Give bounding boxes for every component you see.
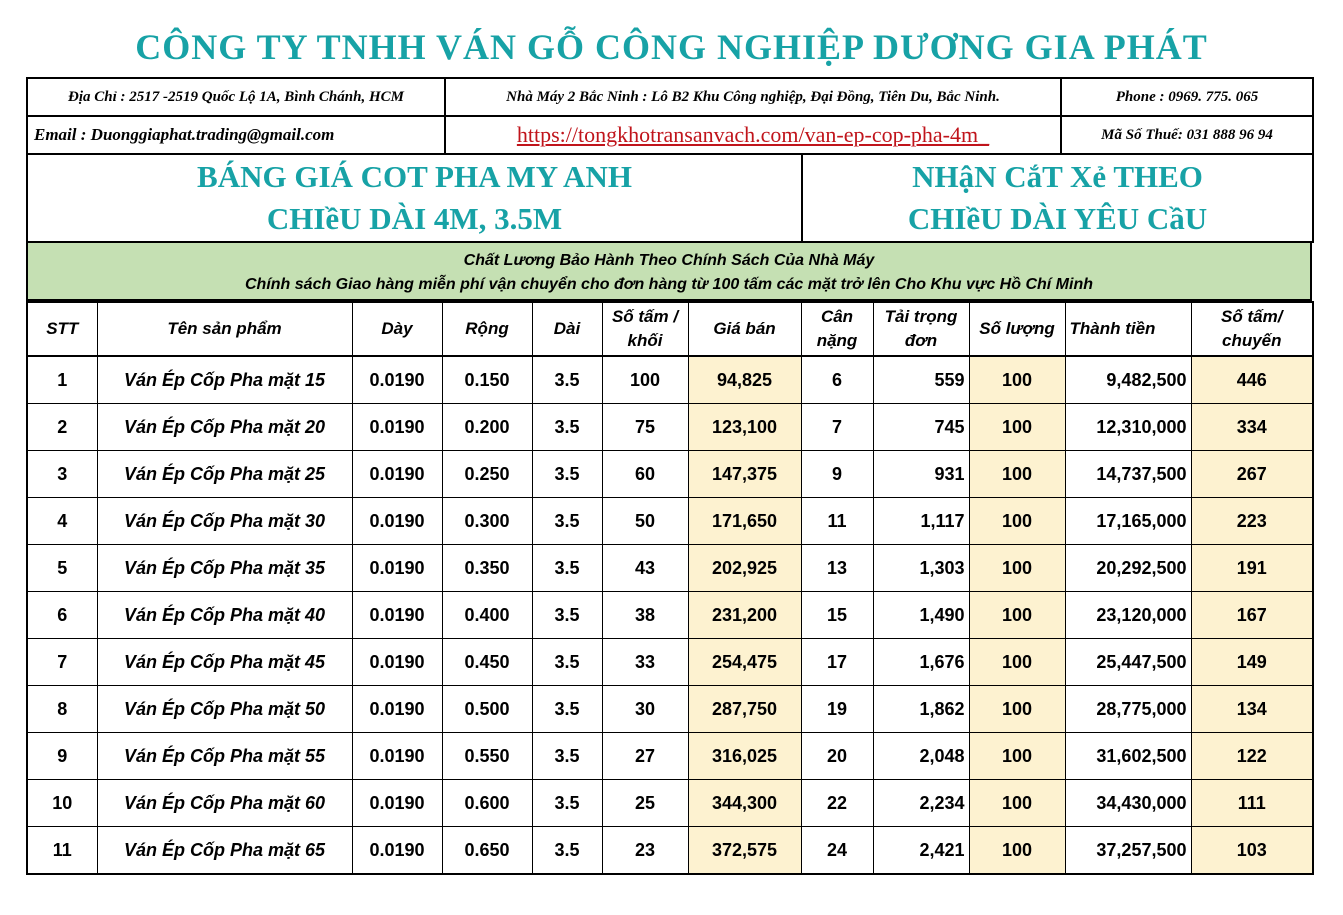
total-cell: 25,447,500 xyxy=(1065,639,1191,686)
email-cell: Email : Duonggiaphat.trading@gmail.com xyxy=(27,116,445,154)
width-cell: 0.650 xyxy=(442,827,532,875)
sheets-per-block-cell: 23 xyxy=(602,827,688,875)
header-sheets-per-block: Số tấm / khối xyxy=(602,302,688,356)
unit-load-cell: 1,490 xyxy=(873,592,969,639)
thickness-cell: 0.0190 xyxy=(352,827,442,875)
price-cell: 254,475 xyxy=(688,639,801,686)
length-cell: 3.5 xyxy=(532,639,602,686)
sheets-per-trip-cell: 167 xyxy=(1191,592,1313,639)
width-cell: 0.600 xyxy=(442,780,532,827)
banner-left xyxy=(27,155,802,242)
product-name-cell: Ván Ép Cốp Pha mặt 65 xyxy=(97,827,352,875)
price-cell: 123,100 xyxy=(688,404,801,451)
total-cell: 28,775,000 xyxy=(1065,686,1191,733)
product-name-cell: Ván Ép Cốp Pha mặt 50 xyxy=(97,686,352,733)
header-product-name: Tên sản phẩm xyxy=(97,302,352,356)
weight-cell: 15 xyxy=(801,592,873,639)
product-name-cell: Ván Ép Cốp Pha mặt 30 xyxy=(97,498,352,545)
banner-table xyxy=(26,155,1314,243)
header-thickness: Dày xyxy=(352,302,442,356)
table-row xyxy=(27,733,1313,780)
header-price: Giá bán xyxy=(688,302,801,356)
product-name-cell: Ván Ép Cốp Pha mặt 25 xyxy=(97,451,352,498)
header-length: Dài xyxy=(532,302,602,356)
length-cell: 3.5 xyxy=(532,827,602,875)
sheets-per-block-cell: 30 xyxy=(602,686,688,733)
sheets-per-trip-cell: 122 xyxy=(1191,733,1313,780)
width-cell: 0.200 xyxy=(442,404,532,451)
tax-code-cell: Mã Số Thuế: 031 888 96 94 xyxy=(1061,116,1313,154)
stt-cell: 8 xyxy=(27,686,97,733)
price-cell: 287,750 xyxy=(688,686,801,733)
product-name-cell: Ván Ép Cốp Pha mặt 35 xyxy=(97,545,352,592)
stt-cell: 6 xyxy=(27,592,97,639)
header-width: Rộng xyxy=(442,302,532,356)
price-cell: 231,200 xyxy=(688,592,801,639)
total-cell: 12,310,000 xyxy=(1065,404,1191,451)
header-total: Thành tiền xyxy=(1065,302,1191,356)
product-name-cell: Ván Ép Cốp Pha mặt 15 xyxy=(97,356,352,404)
weight-cell: 19 xyxy=(801,686,873,733)
product-name-cell: Ván Ép Cốp Pha mặt 45 xyxy=(97,639,352,686)
total-cell: 20,292,500 xyxy=(1065,545,1191,592)
quantity-cell: 100 xyxy=(969,827,1065,875)
header-quantity: Số lượng xyxy=(969,302,1065,356)
sheets-per-block-cell: 60 xyxy=(602,451,688,498)
table-row xyxy=(27,356,1313,404)
banner-left-line2: CHIềU DÀI 4M, 3.5M xyxy=(266,201,563,236)
quantity-cell: 100 xyxy=(969,451,1065,498)
address-cell: Địa Chỉ : 2517 -2519 Quốc Lộ 1A, Bình Chánh, HCM xyxy=(27,78,445,116)
weight-cell: 20 xyxy=(801,733,873,780)
product-name-cell: Ván Ép Cốp Pha mặt 60 xyxy=(97,780,352,827)
sheets-per-block-cell: 75 xyxy=(602,404,688,451)
product-name-cell: Ván Ép Cốp Pha mặt 20 xyxy=(97,404,352,451)
total-cell: 34,430,000 xyxy=(1065,780,1191,827)
unit-load-cell: 1,117 xyxy=(873,498,969,545)
stt-cell: 5 xyxy=(27,545,97,592)
total-cell: 17,165,000 xyxy=(1065,498,1191,545)
table-row xyxy=(27,498,1313,545)
weight-cell: 9 xyxy=(801,451,873,498)
weight-cell: 11 xyxy=(801,498,873,545)
stt-cell: 10 xyxy=(27,780,97,827)
product-name-cell: Ván Ép Cốp Pha mặt 55 xyxy=(97,733,352,780)
policy-line2: Chính sách Giao hàng miễn phí vận chuyển cho đơn hàng từ 100 tấm các mặt trở lên Cho Khu vực Hồ Chí Minh xyxy=(245,276,1093,293)
contact-table xyxy=(26,77,1314,155)
quantity-cell: 100 xyxy=(969,733,1065,780)
phone-cell: Phone : 0969. 775. 065 xyxy=(1061,78,1313,116)
width-cell: 0.450 xyxy=(442,639,532,686)
stt-cell: 3 xyxy=(27,451,97,498)
sheets-per-trip-cell: 134 xyxy=(1191,686,1313,733)
thickness-cell: 0.0190 xyxy=(352,733,442,780)
stt-cell: 7 xyxy=(27,639,97,686)
product-name-cell: Ván Ép Cốp Pha mặt 40 xyxy=(97,592,352,639)
sheets-per-block-cell: 43 xyxy=(602,545,688,592)
sheets-per-trip-cell: 446 xyxy=(1191,356,1313,404)
price-cell: 94,825 xyxy=(688,356,801,404)
weight-cell: 6 xyxy=(801,356,873,404)
stt-cell: 4 xyxy=(27,498,97,545)
unit-load-cell: 931 xyxy=(873,451,969,498)
thickness-cell: 0.0190 xyxy=(352,356,442,404)
price-cell: 171,650 xyxy=(688,498,801,545)
table-row xyxy=(27,592,1313,639)
thickness-cell: 0.0190 xyxy=(352,451,442,498)
length-cell: 3.5 xyxy=(532,451,602,498)
unit-load-cell: 2,234 xyxy=(873,780,969,827)
sheets-per-trip-cell: 149 xyxy=(1191,639,1313,686)
price-cell: 344,300 xyxy=(688,780,801,827)
quantity-cell: 100 xyxy=(969,592,1065,639)
banner-right xyxy=(802,155,1313,242)
quantity-cell: 100 xyxy=(969,639,1065,686)
total-cell: 9,482,500 xyxy=(1065,356,1191,404)
table-row xyxy=(27,686,1313,733)
quantity-cell: 100 xyxy=(969,356,1065,404)
quantity-cell: 100 xyxy=(969,780,1065,827)
policy-line1: Chất Lương Bảo Hành Theo Chính Sách Của Nhà Máy xyxy=(463,252,875,269)
table-row xyxy=(27,639,1313,686)
sheets-per-block-cell: 27 xyxy=(602,733,688,780)
total-cell: 37,257,500 xyxy=(1065,827,1191,875)
quantity-cell: 100 xyxy=(969,404,1065,451)
price-cell: 147,375 xyxy=(688,451,801,498)
header-stt: STT xyxy=(27,302,97,356)
width-cell: 0.300 xyxy=(442,498,532,545)
website-link[interactable]: https://tongkhotransanvach.com/van-ep-cop-pha-4m_ xyxy=(516,122,990,147)
table-row xyxy=(27,451,1313,498)
price-cell: 202,925 xyxy=(688,545,801,592)
unit-load-cell: 1,676 xyxy=(873,639,969,686)
unit-load-cell: 559 xyxy=(873,356,969,404)
banner-right-line2: CHIềU DÀI YÊU CầU xyxy=(907,201,1208,236)
thickness-cell: 0.0190 xyxy=(352,545,442,592)
table-row xyxy=(27,827,1313,875)
quantity-cell: 100 xyxy=(969,545,1065,592)
unit-load-cell: 1,303 xyxy=(873,545,969,592)
stt-cell: 1 xyxy=(27,356,97,404)
weight-cell: 24 xyxy=(801,827,873,875)
sheets-per-trip-cell: 223 xyxy=(1191,498,1313,545)
banner-left-line1: BÁNG GIÁ COT PHA MY ANH xyxy=(197,159,632,194)
sheets-per-block-cell: 33 xyxy=(602,639,688,686)
price-cell: 316,025 xyxy=(688,733,801,780)
length-cell: 3.5 xyxy=(532,592,602,639)
total-cell: 31,602,500 xyxy=(1065,733,1191,780)
table-row xyxy=(27,404,1313,451)
thickness-cell: 0.0190 xyxy=(352,686,442,733)
length-cell: 3.5 xyxy=(532,780,602,827)
unit-load-cell: 2,421 xyxy=(873,827,969,875)
width-cell: 0.150 xyxy=(442,356,532,404)
factory-cell: Nhà Máy 2 Bắc Ninh : Lô B2 Khu Công nghiệp, Đại Đồng, Tiên Du, Bắc Ninh. xyxy=(445,78,1061,116)
length-cell: 3.5 xyxy=(532,686,602,733)
sheets-per-block-cell: 25 xyxy=(602,780,688,827)
stt-cell: 9 xyxy=(27,733,97,780)
header-weight: Cân nặng xyxy=(801,302,873,356)
weight-cell: 13 xyxy=(801,545,873,592)
quantity-cell: 100 xyxy=(969,686,1065,733)
company-title: CÔNG TY TNHH VÁN GỖ CÔNG NGHIỆP DƯƠNG GIA PHÁT xyxy=(135,27,1208,67)
length-cell: 3.5 xyxy=(532,733,602,780)
weight-cell: 17 xyxy=(801,639,873,686)
price-table-body xyxy=(27,356,1313,874)
unit-load-cell: 1,862 xyxy=(873,686,969,733)
thickness-cell: 0.0190 xyxy=(352,592,442,639)
total-cell: 14,737,500 xyxy=(1065,451,1191,498)
width-cell: 0.400 xyxy=(442,592,532,639)
length-cell: 3.5 xyxy=(532,498,602,545)
weight-cell: 7 xyxy=(801,404,873,451)
length-cell: 3.5 xyxy=(532,356,602,404)
width-cell: 0.500 xyxy=(442,686,532,733)
sheets-per-trip-cell: 267 xyxy=(1191,451,1313,498)
price-cell: 372,575 xyxy=(688,827,801,875)
weight-cell: 22 xyxy=(801,780,873,827)
total-cell: 23,120,000 xyxy=(1065,592,1191,639)
unit-load-cell: 2,048 xyxy=(873,733,969,780)
table-row xyxy=(27,780,1313,827)
sheets-per-trip-cell: 191 xyxy=(1191,545,1313,592)
sheets-per-trip-cell: 111 xyxy=(1191,780,1313,827)
length-cell: 3.5 xyxy=(532,545,602,592)
sheets-per-trip-cell: 334 xyxy=(1191,404,1313,451)
unit-load-cell: 745 xyxy=(873,404,969,451)
stt-cell: 2 xyxy=(27,404,97,451)
thickness-cell: 0.0190 xyxy=(352,404,442,451)
website-cell xyxy=(445,116,1061,154)
price-table xyxy=(26,301,1314,875)
header-unit-load: Tải trọng đơn xyxy=(873,302,969,356)
quantity-cell: 100 xyxy=(969,498,1065,545)
thickness-cell: 0.0190 xyxy=(352,639,442,686)
header-row xyxy=(27,302,1313,356)
length-cell: 3.5 xyxy=(532,404,602,451)
banner-right-line1: NHậN CắT Xẻ THEO xyxy=(912,159,1203,194)
policy-banner xyxy=(26,243,1312,301)
sheets-per-block-cell: 38 xyxy=(602,592,688,639)
thickness-cell: 0.0190 xyxy=(352,780,442,827)
sheets-per-block-cell: 100 xyxy=(602,356,688,404)
sheets-per-trip-cell: 103 xyxy=(1191,827,1313,875)
width-cell: 0.250 xyxy=(442,451,532,498)
stt-cell: 11 xyxy=(27,827,97,875)
sheets-per-block-cell: 50 xyxy=(602,498,688,545)
header-sheets-per-trip: Số tấm/ chuyến xyxy=(1191,302,1313,356)
table-row xyxy=(27,545,1313,592)
price-sheet xyxy=(26,77,1312,875)
width-cell: 0.350 xyxy=(442,545,532,592)
thickness-cell: 0.0190 xyxy=(352,498,442,545)
width-cell: 0.550 xyxy=(442,733,532,780)
